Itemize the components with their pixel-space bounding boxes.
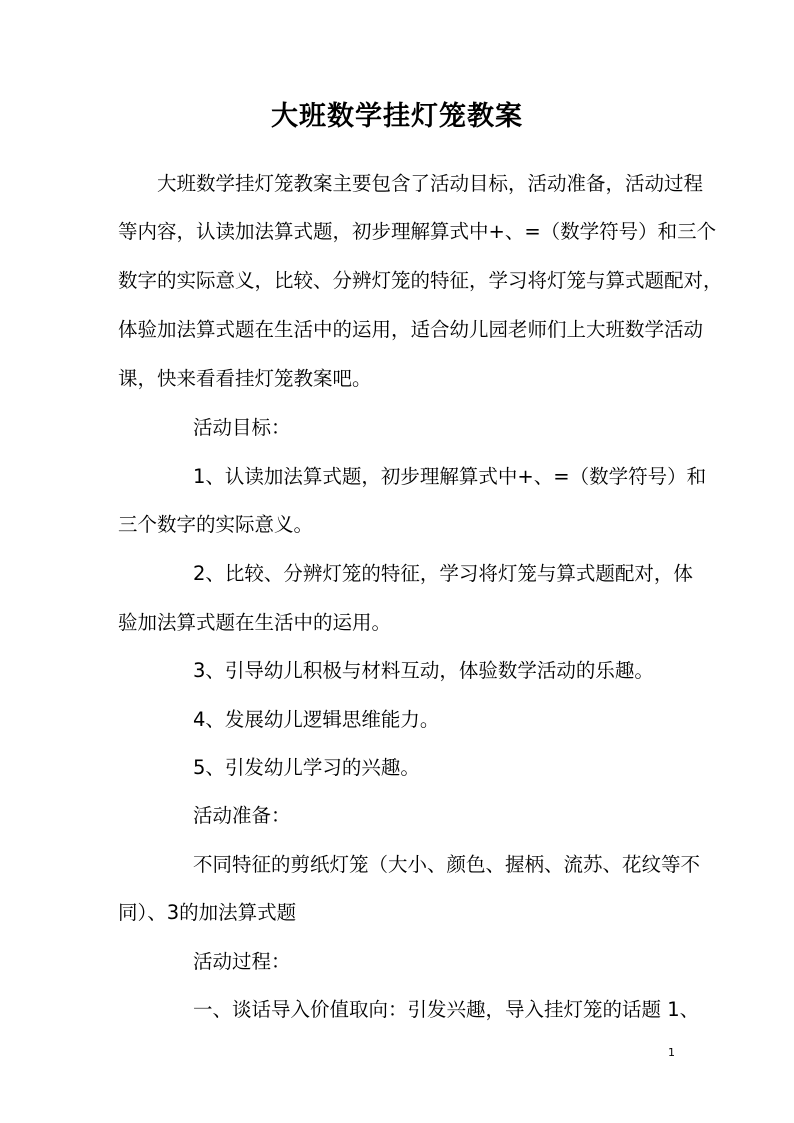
- goal-1-line-2: 三个数字的实际意义。: [118, 513, 314, 536]
- goal-1-line-1: 1、认读加法算式题，初步理解算式中+、=（数学符号）和: [193, 465, 707, 488]
- intro-line-2: 等内容，认读加法算式题，初步理解算式中+、=（数学符号）和三个: [118, 220, 717, 243]
- intro-line-3: 数字的实际意义，比较、分辨灯笼的特征，学习将灯笼与算式题配对，: [118, 269, 723, 292]
- preparation-line-2: 同）、3的加法算式题: [118, 901, 297, 924]
- intro-line-1: 大班数学挂灯笼教案主要包含了活动目标，活动准备，活动过程: [157, 172, 704, 195]
- intro-line-5: 课，快来看看挂灯笼教案吧。: [118, 367, 372, 390]
- goal-2-line-1: 2、比较、分辨灯笼的特征，学习将灯笼与算式题配对，体: [193, 562, 693, 585]
- goal-2-line-2: 验加法算式题在生活中的运用。: [118, 611, 392, 634]
- process-line-1: 一、谈话导入价值取向：引发兴趣，导入挂灯笼的话题 1、: [193, 998, 700, 1021]
- preparation-line-1: 不同特征的剪纸灯笼（大小、颜色、握柄、流苏、花纹等不: [193, 853, 701, 876]
- page-title: 大班数学挂灯笼教案: [271, 101, 523, 132]
- intro-line-4: 体验加法算式题在生活中的运用，适合幼儿园老师们上大班数学活动: [118, 318, 704, 341]
- goal-3: 3、引导幼儿积极与材料互动，体验数学活动的乐趣。: [193, 659, 654, 682]
- section-heading-process: 活动过程：: [193, 950, 291, 973]
- section-heading-preparation: 活动准备：: [193, 804, 291, 827]
- goal-4: 4、发展幼儿逻辑思维能力。: [193, 708, 440, 731]
- goal-5: 5、引发幼儿学习的兴趣。: [193, 756, 420, 779]
- page-number: 1: [668, 1046, 675, 1059]
- section-heading-goals: 活动目标：: [193, 416, 291, 439]
